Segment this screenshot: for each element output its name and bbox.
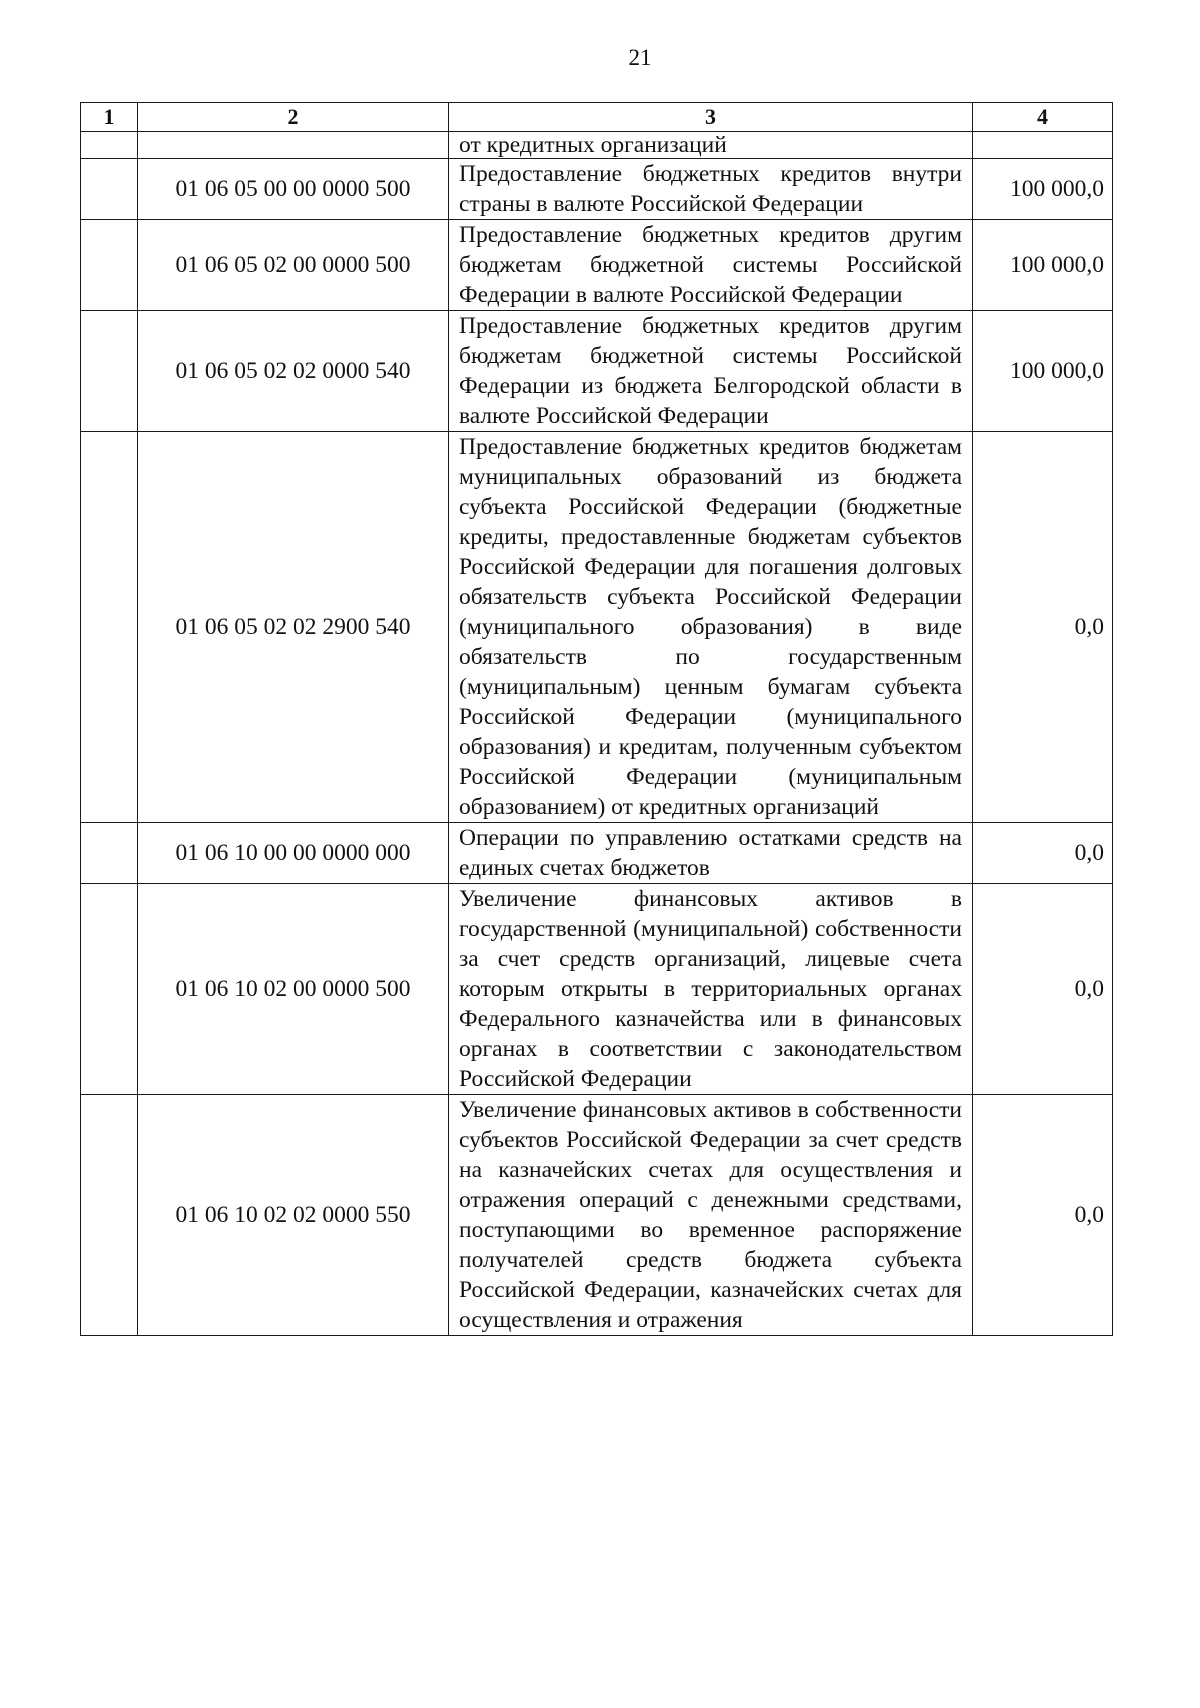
amount-cell: 0,0 xyxy=(973,823,1113,884)
budget-code-cell: 01 06 05 02 02 0000 540 xyxy=(138,311,449,432)
table-row xyxy=(81,823,1113,884)
budget-code-cell: 01 06 10 02 02 0000 550 xyxy=(138,1095,449,1336)
table-row xyxy=(81,884,1113,1095)
description-cell: Операции по управлению остатками средств на единых счетах бюджетов xyxy=(449,823,973,884)
row-number-cell xyxy=(81,884,138,1095)
page-number: 21 xyxy=(628,45,652,70)
description-cell: Предоставление бюджетных кредитов внутри страны в валюте Российской Федерации xyxy=(449,159,973,220)
amount-cell: 100 000,0 xyxy=(973,159,1113,220)
table-row xyxy=(81,132,1113,159)
header-col-1: 1 xyxy=(81,103,138,132)
budget-sources-table xyxy=(80,102,1113,1336)
description-cell: Увеличение финансовых активов в государственной (муниципальной) собственности за счет средств организаций, лицевые счета которым открыты в территориальных органах Федерального казначейства или в финансовых органах в соответствии с законодательством Российской Федерации xyxy=(449,884,973,1095)
table-row xyxy=(81,1095,1113,1336)
amount-cell: 0,0 xyxy=(973,1095,1113,1336)
description-cell: Предоставление бюджетных кредитов бюджетам муниципальных образований из бюджета субъекта Российской Федерации (бюджетные кредиты, предоставленные бюджетам субъектов Российской Федерации для погашения долговых обязательств субъекта Российской Федерации (муниципального образования) в виде обязательств по государственным (муниципальным) ценным бумагам субъекта Российской Федерации (муниципального образования) и кредитам, полученным субъектом Российской Федерации (муниципальным образованием) от кредитных организаций xyxy=(449,432,973,823)
header-col-2: 2 xyxy=(138,103,449,132)
row-number-cell xyxy=(81,1095,138,1336)
row-number-cell xyxy=(81,132,138,159)
header-col-3: 3 xyxy=(449,103,973,132)
budget-code-cell: 01 06 05 00 00 0000 500 xyxy=(138,159,449,220)
description-cell: от кредитных организаций xyxy=(449,132,973,159)
budget-code-cell: 01 06 05 02 00 0000 500 xyxy=(138,220,449,311)
budget-code-cell: 01 06 05 02 02 2900 540 xyxy=(138,432,449,823)
description-cell: Предоставление бюджетных кредитов другим бюджетам бюджетной системы Российской Федерации в валюте Российской Федерации xyxy=(449,220,973,311)
table-row xyxy=(81,159,1113,220)
amount-cell xyxy=(973,132,1113,159)
table-header-row xyxy=(81,103,1113,132)
description-cell: Предоставление бюджетных кредитов другим бюджетам бюджетной системы Российской Федерации из бюджета Белгородской области в валюте Российской Федерации xyxy=(449,311,973,432)
row-number-cell xyxy=(81,311,138,432)
table-row xyxy=(81,311,1113,432)
row-number-cell xyxy=(81,432,138,823)
row-number-cell xyxy=(81,823,138,884)
header-col-4: 4 xyxy=(973,103,1113,132)
amount-cell: 0,0 xyxy=(973,884,1113,1095)
description-cell: Увеличение финансовых активов в собственности субъектов Российской Федерации за счет средств на казначейских счетах для осуществления и отражения операций с денежными средствами, поступающими во временное распоряжение получателей средств бюджета субъекта Российской Федерации, казначейских счетах для осуществления и отражения xyxy=(449,1095,973,1336)
row-number-cell xyxy=(81,159,138,220)
budget-code-cell xyxy=(138,132,449,159)
table-row xyxy=(81,432,1113,823)
amount-cell: 0,0 xyxy=(973,432,1113,823)
budget-code-cell: 01 06 10 02 00 0000 500 xyxy=(138,884,449,1095)
amount-cell: 100 000,0 xyxy=(973,311,1113,432)
table-row xyxy=(81,220,1113,311)
budget-code-cell: 01 06 10 00 00 0000 000 xyxy=(138,823,449,884)
row-number-cell xyxy=(81,220,138,311)
amount-cell: 100 000,0 xyxy=(973,220,1113,311)
